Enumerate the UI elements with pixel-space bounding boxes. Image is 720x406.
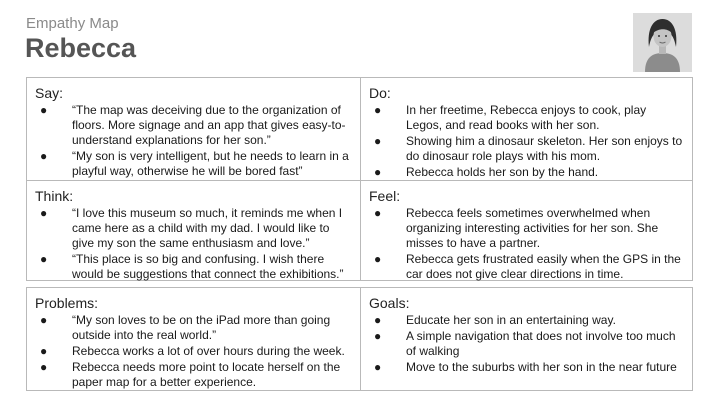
- bullet-icon: ●: [374, 165, 382, 179]
- section-title: Feel:: [369, 188, 401, 204]
- list-item: ● “This place is so big and confusing. I wish there would be suggestions that connect the exhibitions.”: [40, 252, 344, 281]
- bullet-icon: ●: [374, 103, 382, 117]
- list-item: ● “I love this museum so much, it reminds me when I came here as a child with my dad. I would like to give my son the same enthusiasm and love.”: [40, 206, 343, 250]
- list-item: ● Rebecca feels sometimes overwhelmed when organizing interesting activities for her son. She misses to have a partner.: [374, 206, 659, 250]
- section-feel: [360, 180, 693, 281]
- bullet-icon: ●: [374, 360, 382, 374]
- empathy-map-grid: [26, 77, 693, 391]
- bullet-icon: ●: [374, 206, 382, 220]
- problems-list: [35, 313, 352, 390]
- goals-list: [369, 313, 684, 375]
- list-item: ● Move to the suburbs with her son in the near future: [374, 360, 677, 374]
- section-do: [360, 77, 693, 181]
- list-item: ● Showing him a dinosaur skeleton. Her son enjoys to do dinosaur role plays with his mom.: [374, 134, 683, 163]
- list-item: ● A simple navigation that does not involve too much of walking: [374, 329, 676, 358]
- list-item: ● Rebecca gets frustrated easily when the GPS in the car does not give clear directions in time.: [374, 252, 681, 281]
- bullet-icon: ●: [40, 252, 48, 266]
- feel-list: [369, 206, 684, 282]
- section-goals: [360, 287, 693, 391]
- section-title: Problems:: [35, 295, 99, 311]
- section-title: Think:: [35, 188, 74, 204]
- bullet-icon: ●: [374, 134, 382, 148]
- do-list: [369, 103, 684, 180]
- bullet-icon: ●: [40, 103, 48, 117]
- bullet-icon: ●: [40, 313, 48, 327]
- bullet-icon: ●: [374, 329, 382, 343]
- list-item: ● “My son is very intelligent, but he needs to learn in a playful way, otherwise he will be bored fast”: [40, 149, 349, 178]
- bullet-icon: ●: [40, 206, 48, 220]
- section-think: [26, 180, 361, 281]
- list-item: ● In her freetime, Rebecca enjoys to cook, play Legos, and read books with her son.: [374, 103, 647, 132]
- section-problems: [26, 287, 361, 391]
- list-item: ● “My son loves to be on the iPad more than going outside into the real world.”: [40, 313, 331, 342]
- list-item: ● Rebecca works a lot of over hours during the week.: [40, 344, 345, 358]
- persona-name: Rebecca: [25, 33, 137, 63]
- section-title: Say:: [35, 85, 64, 101]
- section-say: [26, 77, 361, 181]
- bullet-icon: ●: [374, 313, 382, 327]
- bullet-icon: ●: [40, 149, 48, 163]
- list-item: ● “The map was deceiving due to the organization of floors. More signage and an app that gives easy-to-understand explanations for her son.”: [40, 103, 346, 147]
- page-subtitle: Empathy Map: [26, 15, 119, 32]
- list-item: ● Educate her son in an entertaining way.: [374, 313, 616, 327]
- section-title: Goals:: [369, 295, 410, 311]
- section-title: Do:: [369, 85, 391, 101]
- bullet-icon: ●: [40, 360, 48, 374]
- avatar: [633, 13, 692, 72]
- say-list: [35, 103, 352, 179]
- bullet-icon: ●: [374, 252, 382, 266]
- list-item: ● Rebecca needs more point to locate herself on the paper map for a better experience.: [40, 360, 341, 389]
- list-item: ● Rebecca holds her son by the hand.: [374, 165, 599, 179]
- bullet-icon: ●: [40, 344, 48, 358]
- persona-photo: [633, 13, 692, 72]
- think-list: [35, 206, 352, 282]
